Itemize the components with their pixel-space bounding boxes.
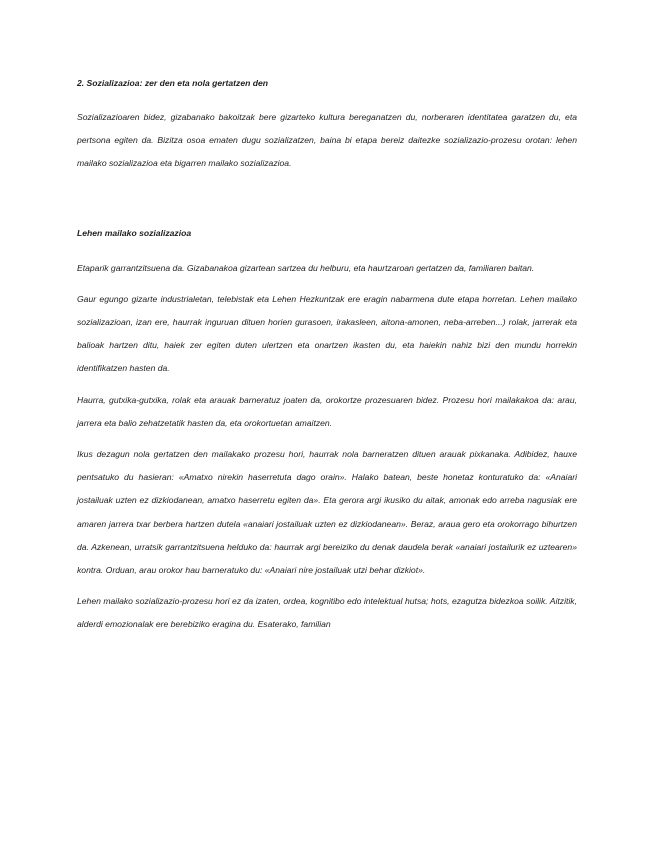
body-paragraph: Lehen mailako sozializazio-prozesu hori ez da izaten, ordea, kognitibo edo intelektual hutsa; hots, ezagutza bidezkoa soilik. Aitzitik, alderdi emozionalak ere berebiziko eragina du. Esaterako, familian — [77, 596, 577, 630]
document-content — [77, 76, 577, 637]
section-title: 2. Sozializazioa: zer den eta nola gertatzen den — [77, 78, 269, 88]
section-spacer — [77, 176, 577, 226]
body-paragraph: Ikus dezagun nola gertatzen den mailakako prozesu hori, haurrak nola barneratzen dituen arauak pixkanaka. Adibidez, hauxe pentsatuko du hasieran: «Amatxo nirekin haserretuta dago orain». Halako batean, beste honetaz konturatuko da: «Anaiari jostailuak uzten ez dizkiodanean, amatxo haserretu egiten da». Eta gerora argi ikusiko du aitak, amonak edo arreba nagusiak ere amaren jarrera txar berbera hartzen dutela «anaiari jostailuak uzten ez dizkiodanean». Beraz, araua gero eta orokorrago bihurtzen da. Azkenean, urratsik garrantzitsuena helduko da: haurrak argi bereiziko du denak daudela berak «anaiari jostailurik ez uztearen» kontra. Orduan, arau orokor hau barneratuko du: «Anaiari nire jostailuak utzi behar dizkiot». — [77, 449, 577, 576]
subsection-title: Lehen mailako sozializazioa — [77, 227, 192, 238]
body-paragraph: Haurra, gutxika-gutxika, rolak eta arauak barneratuz joaten da, orokortze prozesuaren bidez. Prozesu hori mailakakoa da: arau, jarrera eta balio zehatzetatik hasten da, eta orokortuetan amaitzen. — [77, 394, 577, 428]
body-paragraph: Gaur egungo gizarte industrialetan, telebistak eta Lehen Hezkuntzak ere eragin nabarmena dute etapa horretan. Lehen mailako sozializazioan, izan ere, haurrak inguruan dituen horien gurasoen, irakasleen, aitona-amonen, neba-arreben...) rolak, jarrerak eta balioak hartzen ditu, haiek zer egiten duten ulertzen eta onartzen ikasten du, eta haiekin nahiz bizi den mundu horrekin identifikatzen hasten da. — [77, 293, 577, 374]
intro-paragraph: Sozializazioaren bidez, gizabanako bakoitzak bere gizarteko kultura bereganatzen du, norberaren identitatea garatzen du, eta pertsona egiten da. Bizitza osoa ematen dugu sozializatzen, baina bi etapa bereiz daitezke sozializazio-prozesu orotan: lehen mailako sozializazioa eta bigarren mailako sozializazioa. — [77, 112, 577, 169]
body-paragraph: Etaparik garrantzitsuena da. Gizabanakoa gizartean sartzea du helburu, eta haurtzaroan gertatzen da, familiaren baitan. — [77, 262, 535, 273]
